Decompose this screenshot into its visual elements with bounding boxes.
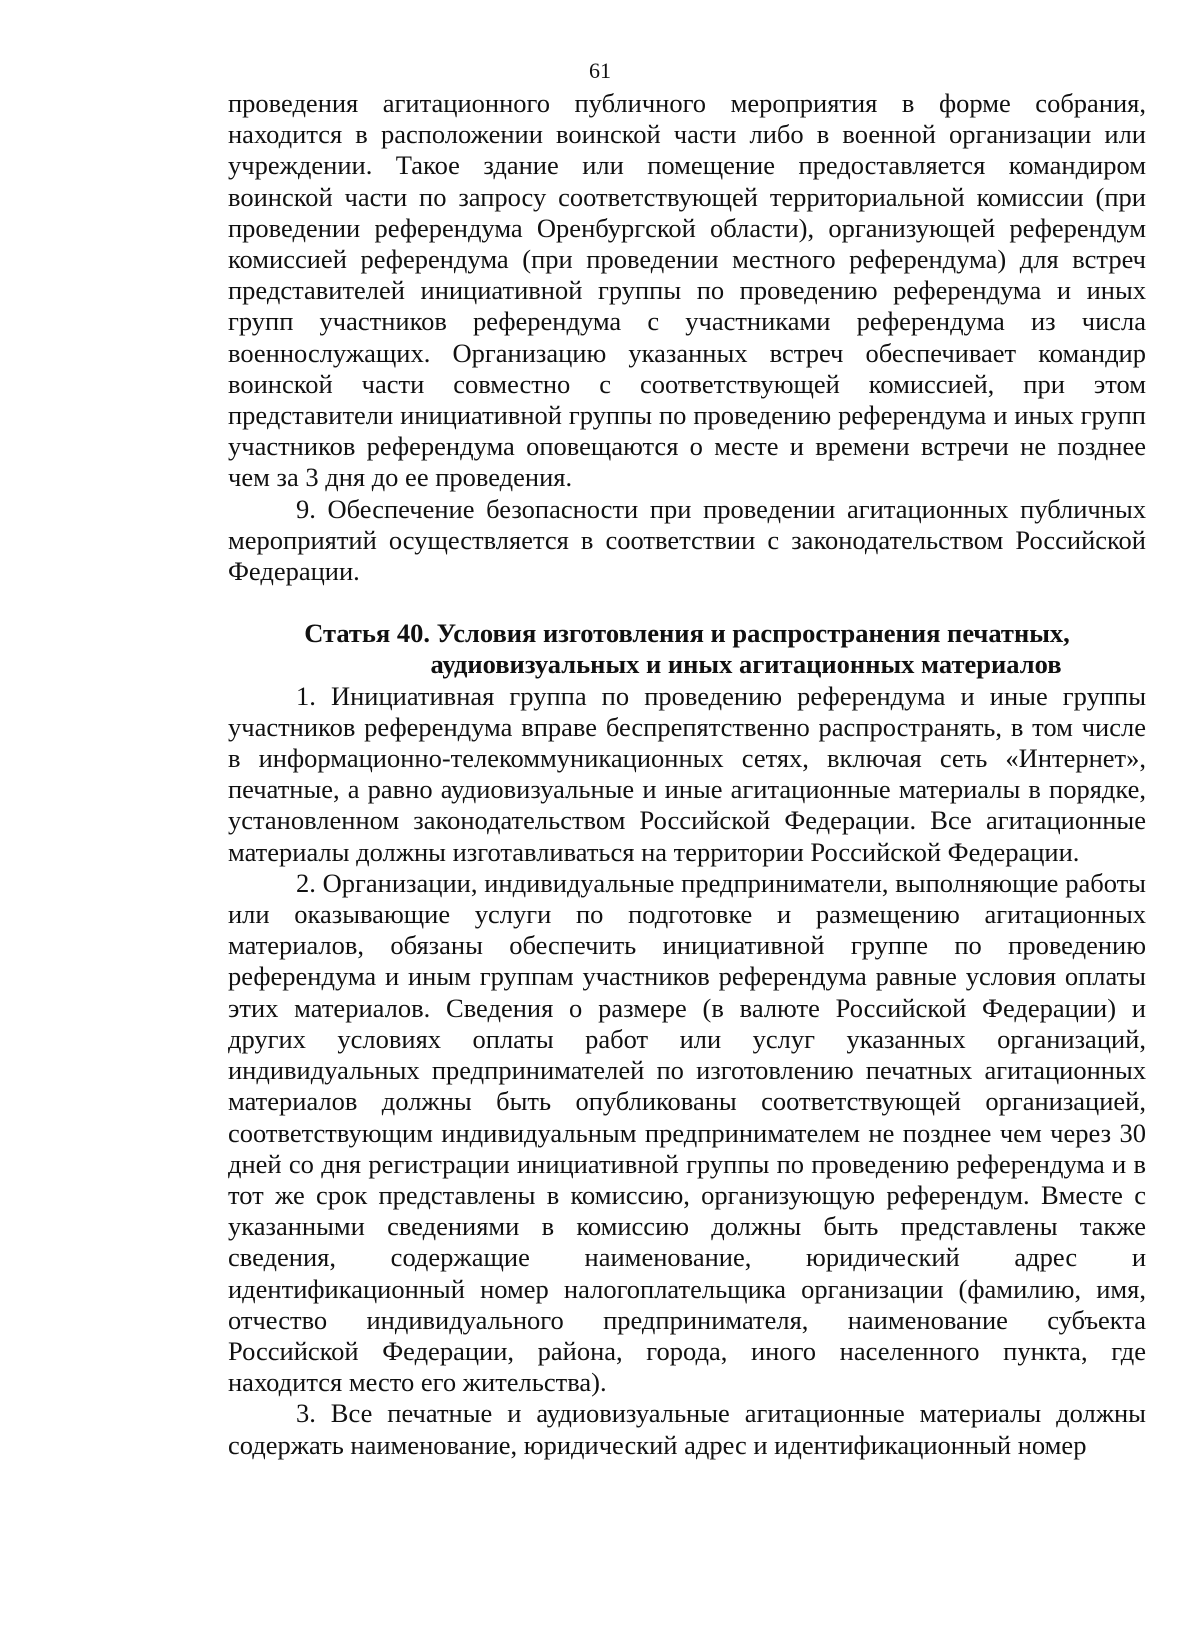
article-item-3: 3. Все печатные и аудиовизуальные агитационные материалы должны содержать наименование, юридический адрес и идентификационный номер <box>228 1398 1146 1460</box>
article-heading-line-1: Статья 40. Условия изготовления и распространения печатных, <box>304 618 1070 649</box>
page-number: 61 <box>589 58 611 83</box>
document-body <box>228 88 1146 1461</box>
article-heading-line-2: аудиовизуальных и иных агитационных материалов <box>430 649 1062 680</box>
item-9-paragraph: 9. Обеспечение безопасности при проведении агитационных публичных мероприятий осуществляется в соответствии с законодательством Российской Федерации. <box>228 493 1146 587</box>
continuation-paragraph: проведения агитационного публичного мероприятия в форме собрания, находится в расположении воинской части либо в военной организации или учреждении. Такое здание или помещение предоставляется командиром воинской части по запросу соответствующей территориальной комиссии (при проведении референдума Оренбургской области), организующей референдум комиссией референдума (при проведении местного референдума) для встреч представителей инициативной группы по проведению референдума и иных групп участников референдума с участниками референдума из числа военнослужащих. Организацию указанных встреч обеспечивает командир воинской части совместно с соответствующей комиссией, при этом представители инициативной группы по проведению референдума и иных групп участников референдума оповещаются о месте и времени встречи не позднее чем за 3 дня до ее проведения. <box>228 88 1146 493</box>
article-item-2: 2. Организации, индивидуальные предприниматели, выполняющие работы или оказывающие услуги по подготовке и размещению агитационных материалов, обязаны обеспечить инициативной группе по проведению референдума и иным группам участников референдума равные условия оплаты этих материалов. Сведения о размере (в валюте Российской Федерации) и других условиях оплаты работ или услуг указанных организаций, индивидуальных предпринимателей по изготовлению печатных агитационных материалов должны быть опубликованы соответствующей организацией, соответствующим индивидуальным предпринимателем не позднее чем через 30 дней со дня регистрации инициативной группы по проведению референдума и в тот же срок представлены в комиссию, организующую референдум. Вместе с указанными сведениями в комиссию должны быть представлены также сведения, содержащие наименование, юридический адрес и идентификационный номер налогоплательщика организации (фамилию, имя, отчество индивидуального предпринимателя, наименование субъекта Российской Федерации, района, города, иного населенного пункта, где находится место его жительства). <box>228 867 1146 1398</box>
article-40-heading <box>228 618 1146 680</box>
article-item-1: 1. Инициативная группа по проведению референдума и иные группы участников референдума вправе беспрепятственно распространять, в том числе в информационно-телекоммуникационных сетях, включая сеть «Интернет», печатные, а равно аудиовизуальные и иные агитационные материалы в порядке, установленном законодательством Российской Федерации. Все агитационные материалы должны изготавливаться на территории Российской Федерации. <box>228 680 1146 867</box>
